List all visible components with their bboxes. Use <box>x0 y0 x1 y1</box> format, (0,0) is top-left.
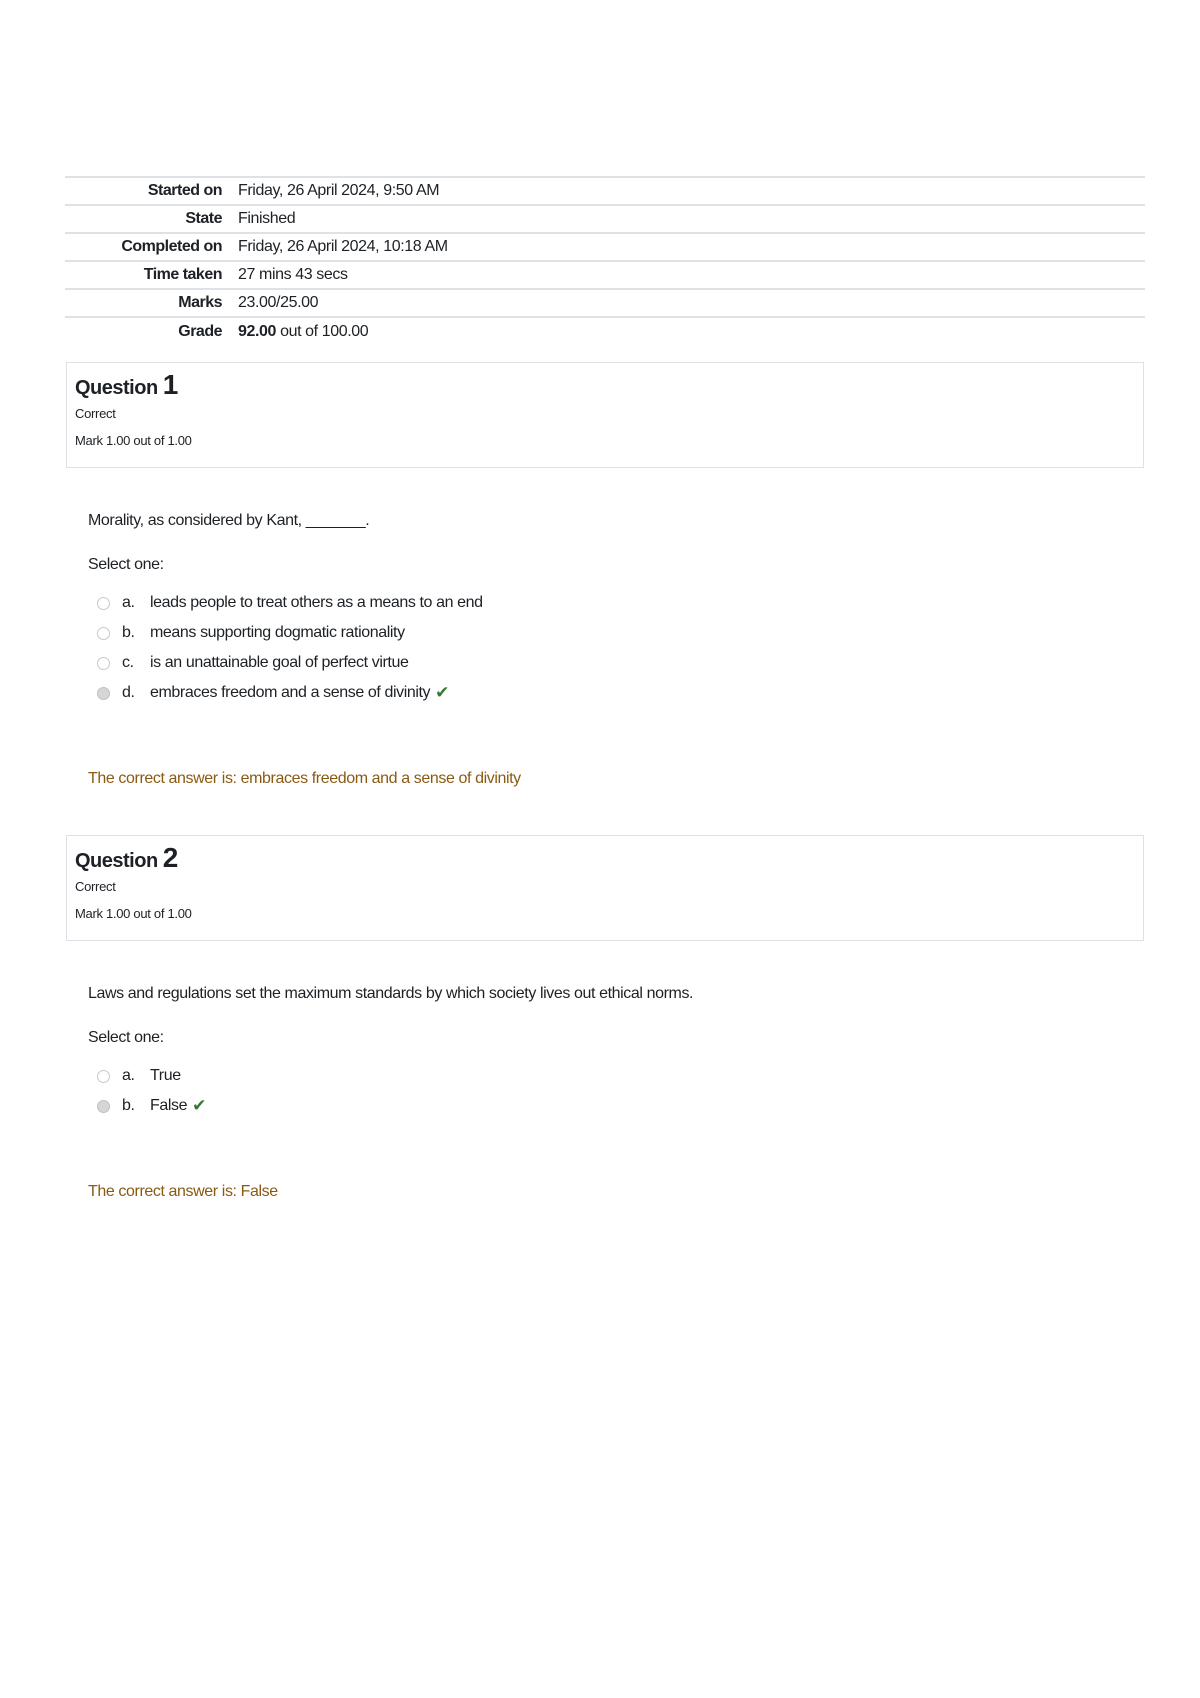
summary-row-marks <box>65 289 1145 317</box>
question-label: Question <box>75 377 158 399</box>
right-answer-feedback: The correct answer is: False <box>88 1183 278 1200</box>
answer-option-a[interactable] <box>88 588 1128 618</box>
question-1-content <box>88 512 1128 788</box>
answer-letter: b. <box>122 1097 135 1114</box>
radio-button-selected[interactable] <box>97 687 110 700</box>
answer-option-a[interactable] <box>88 1061 1128 1091</box>
answer-option-d[interactable] <box>88 678 1128 708</box>
answer-list <box>88 588 1128 708</box>
radio-button[interactable] <box>97 627 110 640</box>
answer-text: is an unattainable goal of perfect virtue <box>150 654 409 671</box>
question-1-info <box>66 362 1144 468</box>
question-2-content <box>88 985 1128 1201</box>
check-icon: ✔ <box>192 1096 206 1115</box>
summary-row-completed-on <box>65 233 1145 261</box>
right-answer-feedback: The correct answer is: embraces freedom and a sense of divinity <box>88 770 521 787</box>
question-title <box>75 371 1135 402</box>
radio-button-selected[interactable] <box>97 1100 110 1113</box>
radio-button[interactable] <box>97 1070 110 1083</box>
summary-value: Finished <box>238 210 296 227</box>
radio-button[interactable] <box>97 657 110 670</box>
summary-value: 23.00/25.00 <box>238 294 319 311</box>
summary-label: State <box>185 210 222 227</box>
answer-text: leads people to treat others as a means to an end <box>150 594 483 611</box>
summary-row-grade <box>65 317 1145 345</box>
answer-option-c[interactable] <box>88 648 1128 678</box>
grade-score: 92.00 <box>238 322 277 340</box>
answer-letter: c. <box>122 654 134 671</box>
radio-button[interactable] <box>97 597 110 610</box>
attempt-summary-table <box>65 176 1145 345</box>
answer-letter: b. <box>122 624 135 641</box>
check-icon: ✔ <box>435 683 450 702</box>
summary-row-started-on <box>65 177 1145 205</box>
summary-label: Grade <box>178 322 222 340</box>
question-number: 1 <box>162 369 178 400</box>
answer-letter: a. <box>122 1067 135 1084</box>
question-text: Morality, as considered by Kant, _______. <box>88 512 370 529</box>
select-one-prompt: Select one: <box>88 1029 164 1046</box>
answer-text: means supporting dogmatic rationality <box>150 624 405 641</box>
summary-label: Started on <box>147 182 222 199</box>
summary-row-state <box>65 205 1145 233</box>
answer-text: True <box>150 1067 181 1084</box>
summary-row-time-taken <box>65 261 1145 289</box>
question-label: Question <box>75 850 158 872</box>
summary-value: Friday, 26 April 2024, 9:50 AM <box>238 182 440 199</box>
answer-option-b[interactable] <box>88 618 1128 648</box>
answer-letter: a. <box>122 594 135 611</box>
question-text: Laws and regulations set the maximum standards by which society lives out ethical norms. <box>88 985 694 1002</box>
question-state: Correct <box>75 879 116 894</box>
summary-label: Marks <box>178 294 222 311</box>
summary-label: Completed on <box>121 238 222 255</box>
summary-label: Time taken <box>143 266 222 283</box>
select-one-prompt: Select one: <box>88 556 164 573</box>
summary-value <box>222 317 1145 345</box>
answer-letter: d. <box>122 684 135 701</box>
summary-value: Friday, 26 April 2024, 10:18 AM <box>238 238 448 255</box>
question-mark: Mark 1.00 out of 1.00 <box>75 906 192 921</box>
answer-option-b[interactable] <box>88 1091 1128 1121</box>
question-title <box>75 844 1135 875</box>
summary-value: 27 mins 43 secs <box>238 266 348 283</box>
answer-list <box>88 1061 1128 1121</box>
question-number: 2 <box>162 842 178 873</box>
grade-out-of: out of 100.00 <box>276 322 369 340</box>
question-state: Correct <box>75 406 116 421</box>
answer-text: False <box>150 1097 188 1114</box>
question-2-info <box>66 835 1144 941</box>
answer-text: embraces freedom and a sense of divinity <box>150 684 431 701</box>
question-mark: Mark 1.00 out of 1.00 <box>75 433 192 448</box>
